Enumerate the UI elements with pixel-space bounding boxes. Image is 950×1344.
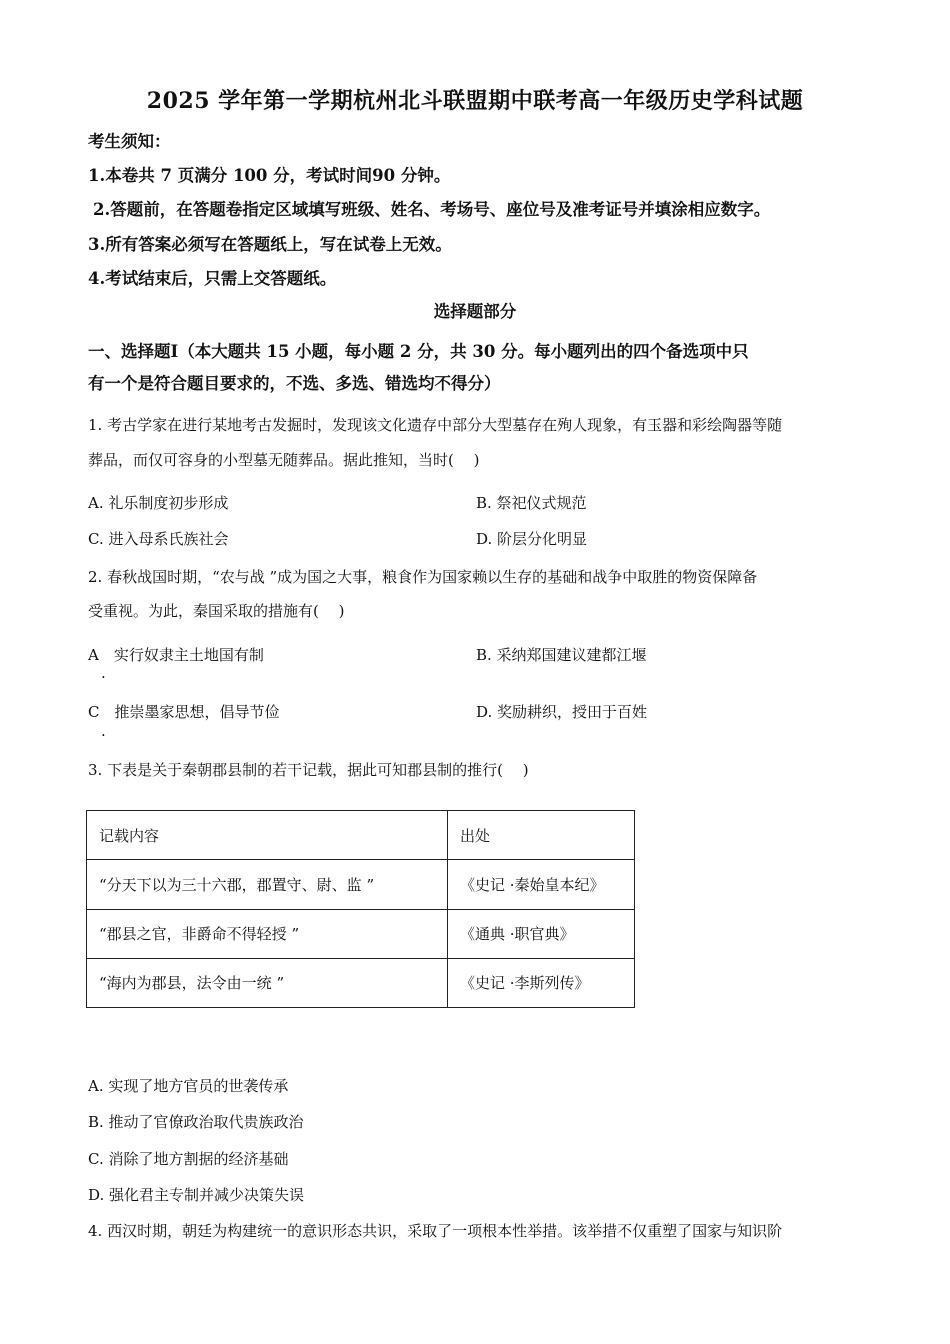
q1-option-c: C. 进入母系氏族社会 bbox=[88, 530, 229, 548]
q1-option-b: B. 祭祀仪式规范 bbox=[476, 494, 587, 512]
q3-option-c: C. 消除了地方割据的经济基础 bbox=[88, 1150, 289, 1168]
section-title: 选择题部分 bbox=[433, 302, 517, 321]
table-cell-content: “海内为郡县，法令由一统 ” bbox=[87, 958, 448, 1007]
q4-stem-line1: 4. 西汉时期，朝廷为构建统一的意识形态共识，采取了一项根本性举措。该举措不仅重塑了国家与知识阶 bbox=[88, 1222, 783, 1240]
q2-option-c: C 推崇墨家思想，倡导节俭 bbox=[88, 703, 280, 721]
table-cell-content: “分天下以为三十六郡，郡置守、尉、监 ” bbox=[87, 860, 448, 909]
table-header-content: 记载内容 bbox=[87, 811, 448, 860]
q2-stem-line1: 2. 春秋战国时期，“农与战 ”成为国之大事，粮食作为国家赖以生存的基础和战争中取胜的物资保障备 bbox=[88, 568, 758, 586]
notice-item-1: 1.本卷共 7 页满分 100 分，考试时间90 分钟。 bbox=[88, 166, 451, 185]
q2-stem-line2: 受重视。为此，秦国采取的措施有( ) bbox=[88, 602, 345, 620]
table-row bbox=[87, 860, 635, 909]
q3-option-d: D. 强化君主专制并减少决策失误 bbox=[88, 1186, 305, 1204]
table-cell-source: 《史记 ·秦始皇本纪》 bbox=[448, 860, 635, 909]
notice-heading: 考生须知： bbox=[88, 132, 171, 151]
q2-option-b: B. 采纳郑国建议建都江堰 bbox=[476, 646, 647, 664]
table-row bbox=[87, 909, 635, 958]
q2-option-a: A 实行奴隶主土地国有制 bbox=[88, 646, 264, 664]
q2-option-a-dot: . bbox=[101, 664, 106, 682]
table-cell-source: 《通典 ·职官典》 bbox=[448, 909, 635, 958]
q1-option-d: D. 阶层分化明显 bbox=[476, 530, 588, 548]
table-cell-source: 《史记 ·李斯列传》 bbox=[448, 958, 635, 1007]
q1-stem-line1: 1. 考古学家在进行某地考古发掘时，发现该文化遗存中部分大型墓存在殉人现象，有玉器和彩绘陶器等随 bbox=[88, 416, 783, 434]
table-header-source: 出处 bbox=[448, 811, 635, 860]
q3-stem: 3. 下表是关于秦朝郡县制的若干记载，据此可知郡县制的推行( ) bbox=[88, 761, 529, 779]
q1-stem-line2: 葬品，而仅可容身的小型墓无随葬品。据此推知，当时( ) bbox=[88, 451, 480, 469]
records-table bbox=[86, 810, 635, 1008]
notice-item-4: 4.考试结束后，只需上交答题纸。 bbox=[88, 269, 337, 288]
notice-item-2: 2.答题前，在答题卷指定区域填写班级、姓名、考场号、座位号及准考证号并填涂相应数字。 bbox=[93, 200, 771, 219]
q3-option-a: A. 实现了地方官员的世袭传承 bbox=[88, 1077, 289, 1095]
exam-title: 2025 学年第一学期杭州北斗联盟期中联考高一年级历史学科试题 bbox=[146, 88, 804, 114]
part-instructions-line2: 有一个是符合题目要求的，不选、多选、错选均不得分） bbox=[88, 374, 501, 393]
notice-item-3: 3.所有答案必须写在答题纸上，写在试卷上无效。 bbox=[88, 235, 452, 254]
q3-option-b: B. 推动了官僚政治取代贵族政治 bbox=[88, 1113, 304, 1131]
q2-option-c-dot: . bbox=[101, 722, 106, 740]
table-header-row bbox=[87, 811, 635, 860]
q1-option-a: A. 礼乐制度初步形成 bbox=[88, 494, 229, 512]
table-cell-content: “郡县之官，非爵命不得轻授 ” bbox=[87, 909, 448, 958]
part-instructions-line1: 一、选择题Ⅰ（本大题共 15 小题，每小题 2 分，共 30 分。每小题列出的四个备选项中只 bbox=[88, 342, 749, 361]
q2-option-d: D. 奖励耕织，授田于百姓 bbox=[476, 703, 648, 721]
table-row bbox=[87, 958, 635, 1007]
